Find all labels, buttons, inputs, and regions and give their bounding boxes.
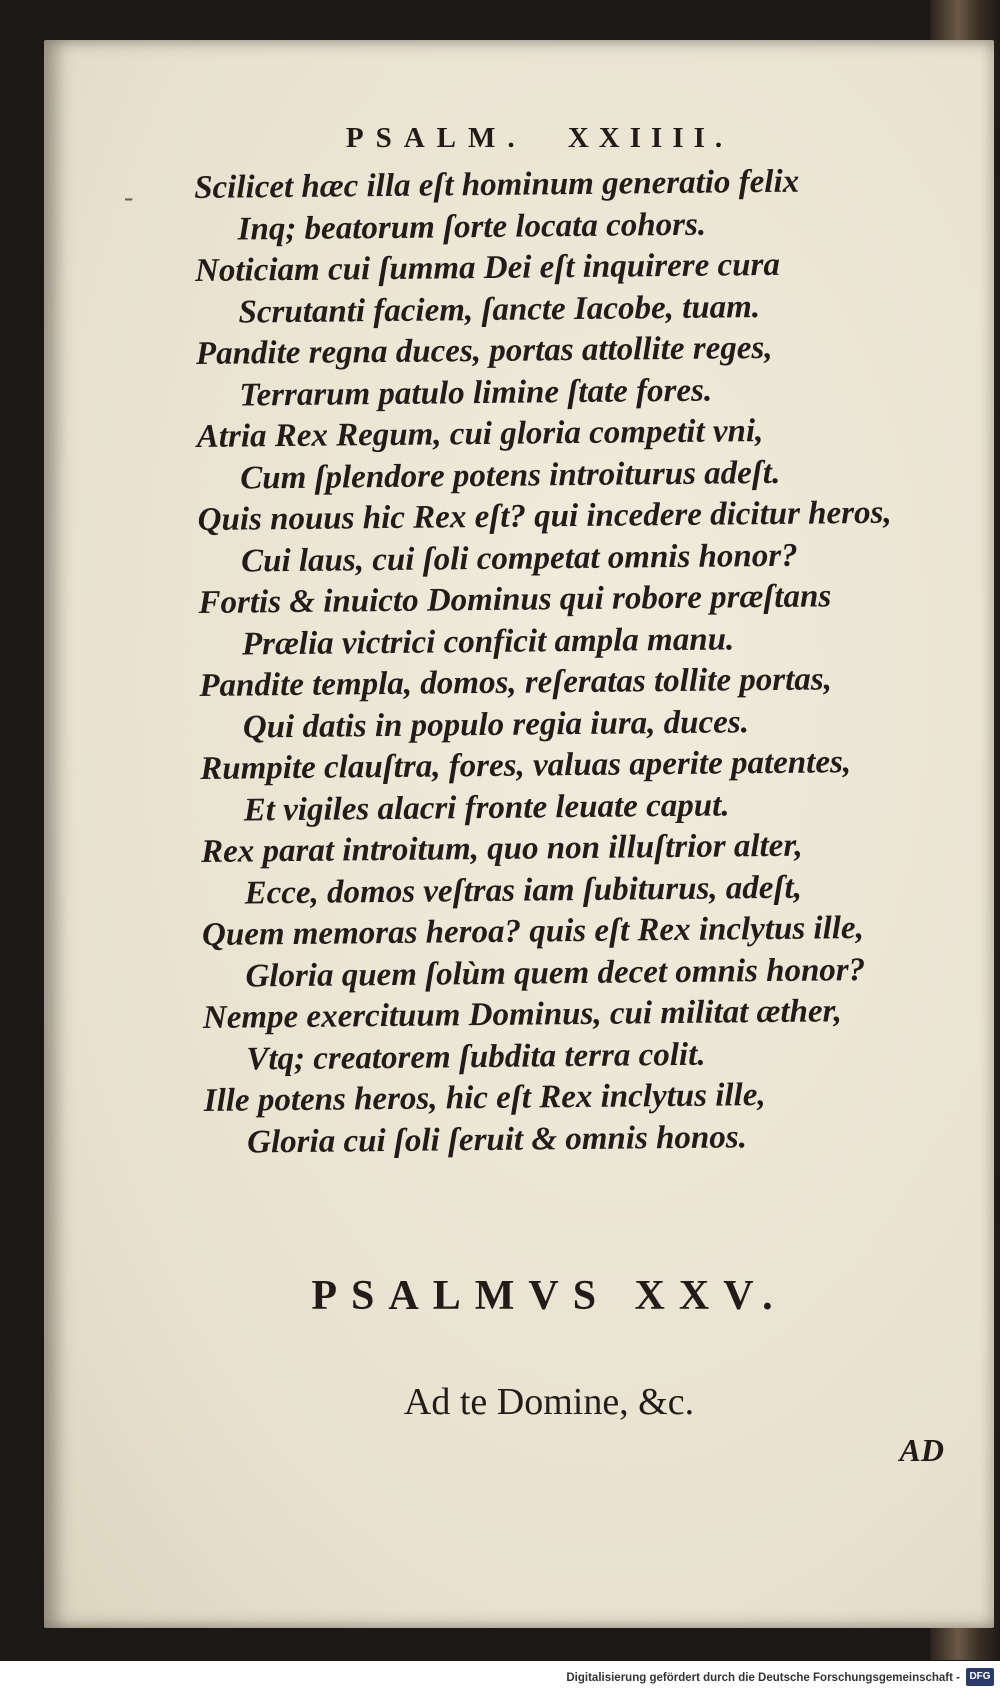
verse-line: Prælia victrici conficit ampla manu. — [241, 620, 735, 663]
verse-line: Gloria cui ſoli ſeruit & omnis honos. — [247, 1118, 748, 1160]
verse-line: Quis nouus hic Rex eſt? qui incedere dicitur heros, — [197, 494, 892, 538]
digitization-credit: Digitalisierung gefördert durch die Deutsche Forschungsgemeinschaft - — [566, 1672, 960, 1684]
verse-line: Pandite templa, domos, reſeratas tollite portas, — [199, 661, 833, 704]
verse-block — [194, 160, 964, 1164]
paper-page — [44, 40, 994, 1628]
psalm-numeral: XXIIII. — [567, 122, 733, 154]
incipit: Ad te Domine, &c. — [403, 1381, 695, 1423]
psalm-title: PSALMVS XXV. — [311, 1273, 787, 1319]
footer-band — [0, 1661, 1000, 1691]
verse-line: Cum ſplendore potens introiturus adeſt. — [240, 454, 781, 497]
verse-line: Ille potens heros, hic eſt Rex inclytus ille, — [203, 1077, 766, 1119]
margin-mark: - — [124, 182, 134, 213]
verse-line: Fortis & inuicto Dominus qui robore præſtans — [198, 578, 832, 621]
verse-line: Terrarum patulo limine ſtate fores. — [239, 372, 713, 414]
verse-line: Rumpite clauſtra, fores, valuas aperite patentes, — [200, 744, 852, 787]
running-header — [44, 122, 994, 155]
verse-line: Atria Rex Regum, cui gloria competit vni, — [196, 413, 764, 455]
catchword: AD — [899, 1432, 944, 1468]
verse-line: Nempe exercituum Dominus, cui militat æther, — [202, 993, 843, 1036]
verse-line: Scrutanti faciem, ſancte Iacobe, tuam. — [238, 288, 761, 331]
running-title: PSALM. — [345, 122, 527, 154]
verse-line: Et vigiles alacri fronte leuate caput. — [243, 786, 730, 829]
verse-line: Vtq; creatorem ſubdita terra colit. — [246, 1036, 706, 1077]
verse-line: Inq; beatorum ſorte locata cohors. — [237, 206, 707, 248]
verse-line: Scilicet hæc illa eſt hominum generatio felix — [194, 163, 800, 206]
dfg-logo: DFG — [966, 1668, 994, 1686]
verse-line: Pandite regna duces, portas attollite reges, — [195, 329, 773, 372]
verse-line: Rex parat introitum, quo non illuſtrior alter, — [200, 827, 803, 870]
verse-line: Ecce, domos veſtras iam ſubiturus, adeſt, — [244, 869, 803, 912]
verse-line: Qui datis in populo regia iura, duces. — [242, 703, 750, 746]
verse-line: Cui laus, cui ſoli competat omnis honor? — [240, 537, 798, 580]
verse-line: Noticiam cui ſumma Dei eſt inquirere cura — [194, 246, 781, 289]
verse-line: Quem memoras heroa? quis eſt Rex inclytus ille, — [201, 910, 865, 953]
verse-line: Gloria quem ſolùm quem decet omnis honor? — [245, 951, 866, 995]
